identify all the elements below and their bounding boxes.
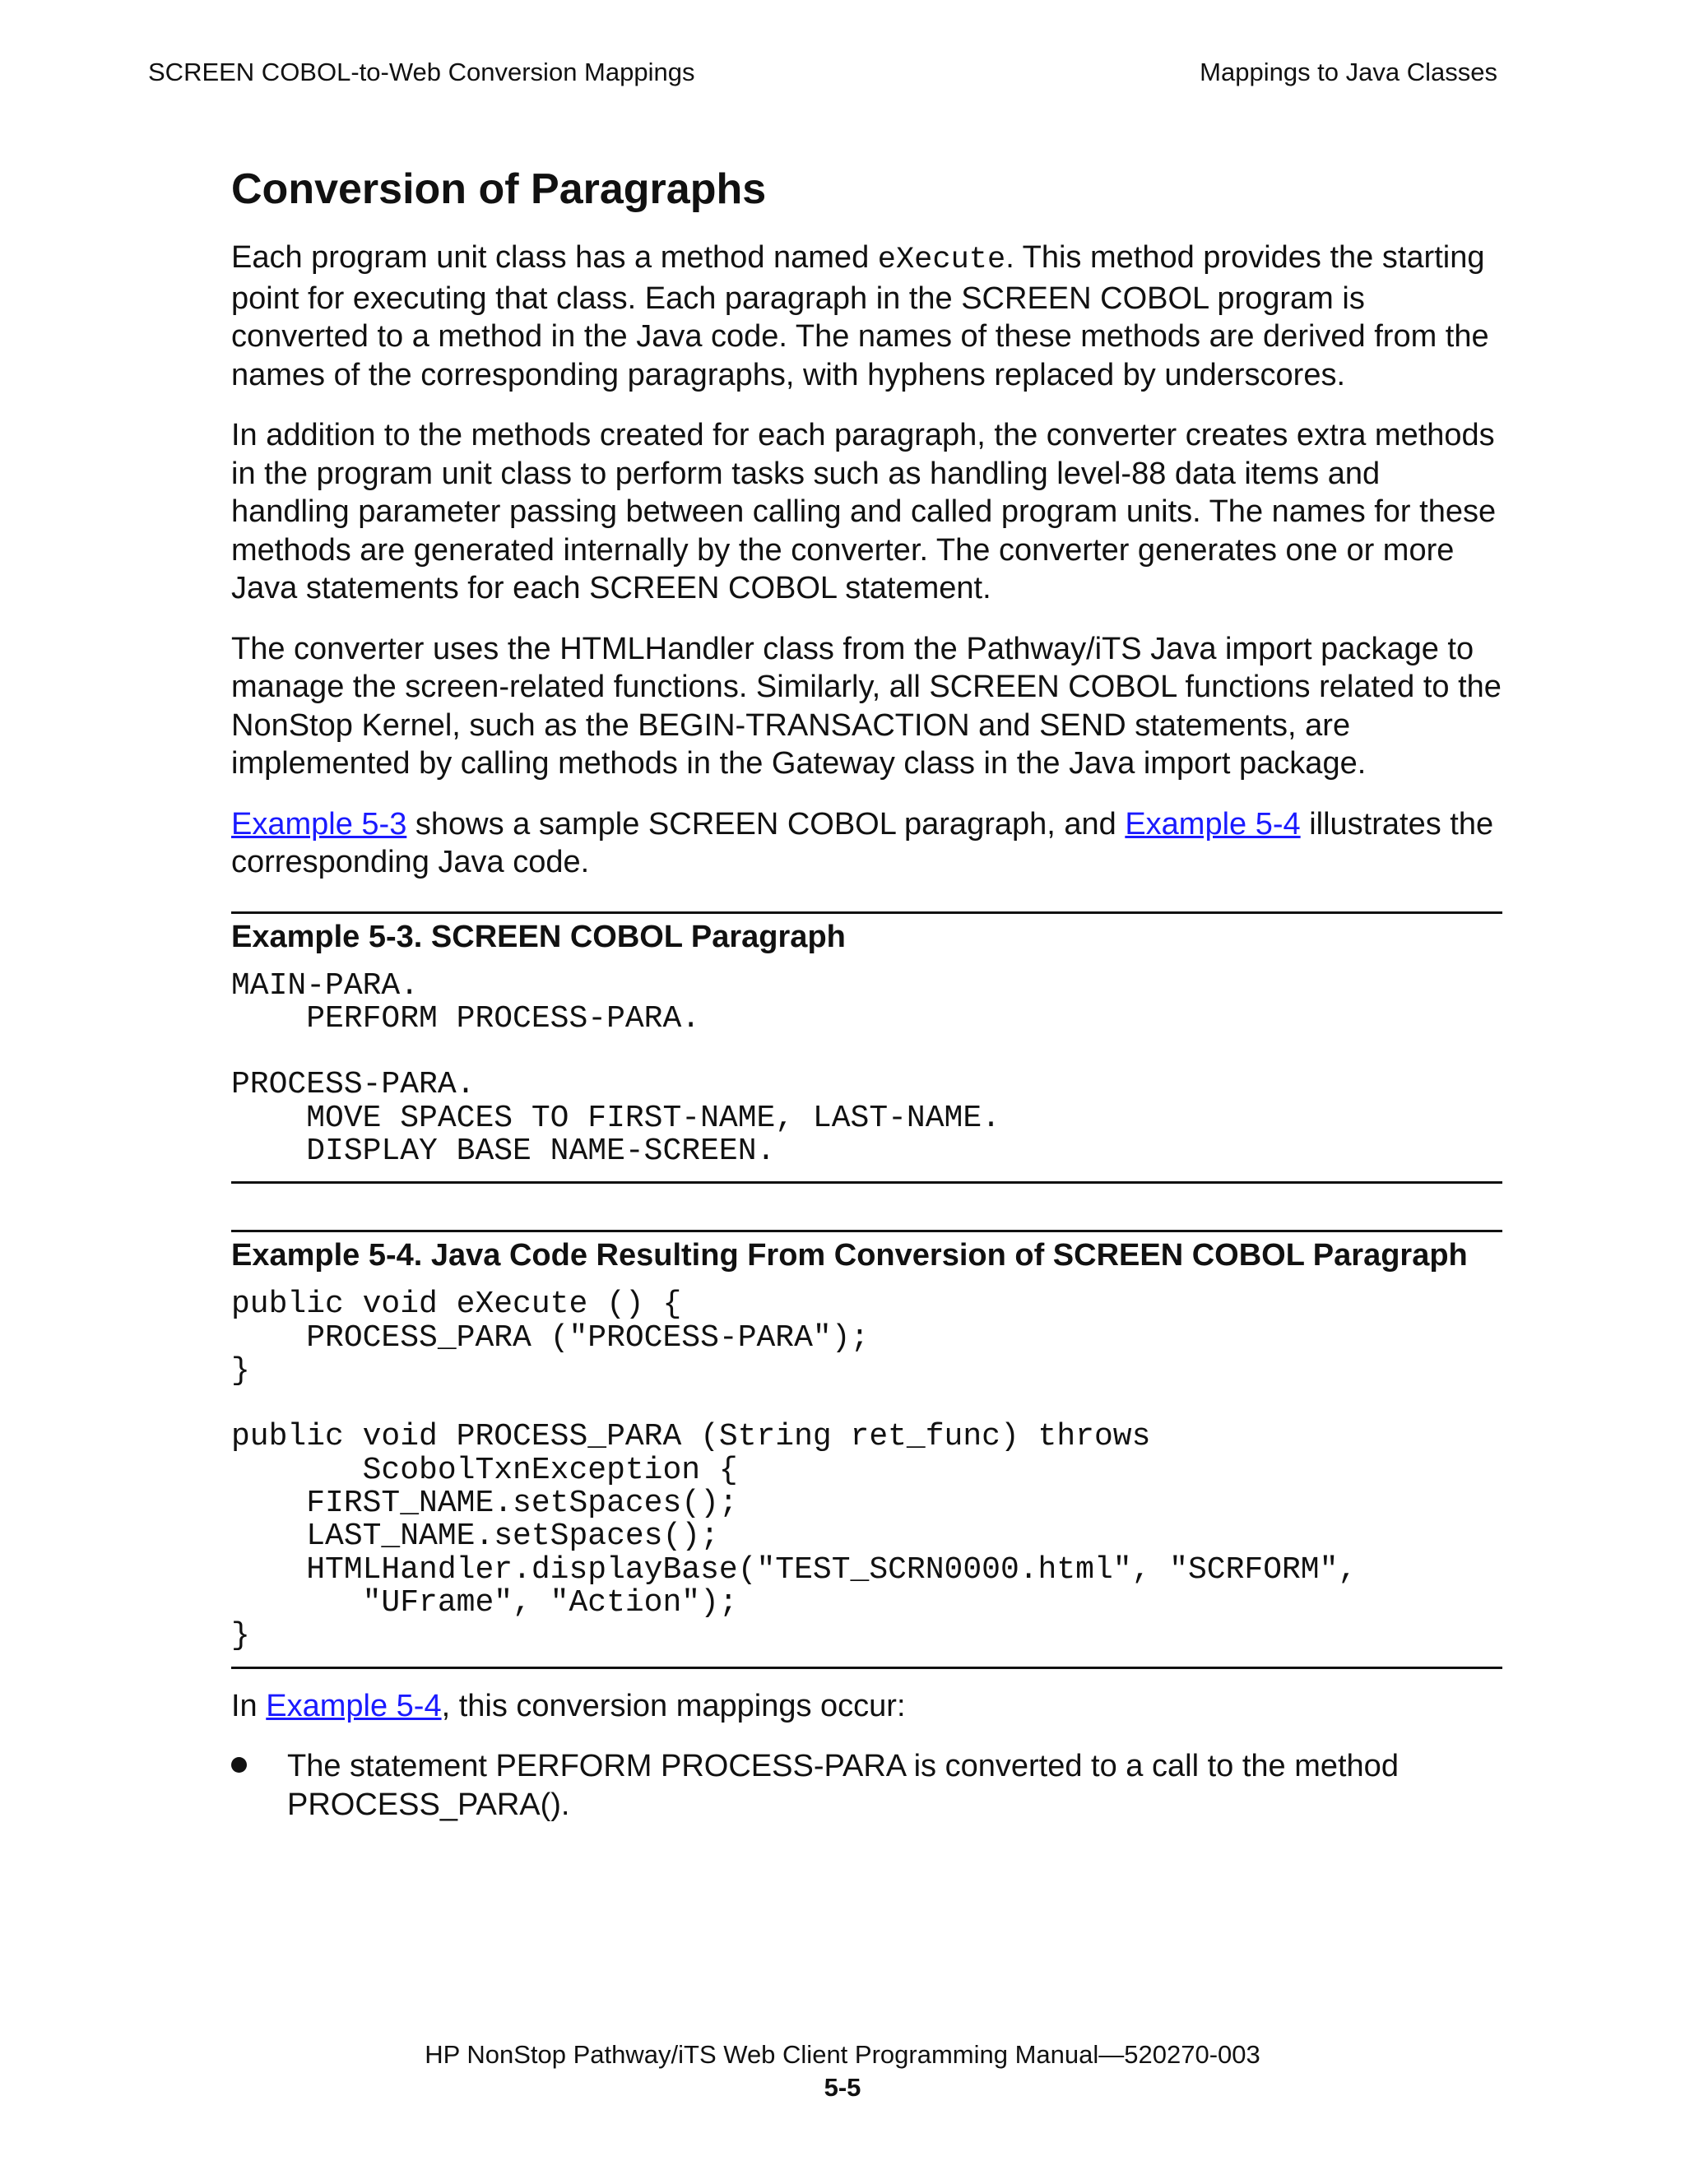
inline-code-execute: eXecute [877, 243, 1006, 277]
header-left-text: SCREEN COBOL-to-Web Conversion Mappings [148, 58, 695, 86]
example-5-4-box [231, 1230, 1502, 1668]
paragraph-text: In [231, 1688, 267, 1723]
example-5-4-title: Example 5-4. Java Code Resulting From Conversion of SCREEN COBOL Paragraph [231, 1238, 1468, 1273]
paragraph-example-refs [231, 805, 1502, 882]
bullet-text: The statement PERFORM PROCESS-PARA is converted to a call to the method PROCESS_PARA(). [287, 1749, 1399, 1822]
bullet-icon [231, 1747, 287, 1824]
paragraph-text: Each program unit class has a method named [231, 240, 878, 275]
example-5-3-title: Example 5-3. SCREEN COBOL Paragraph [231, 919, 846, 954]
link-example-5-4[interactable]: Example 5-4 [1125, 806, 1301, 842]
section-title: Conversion of Paragraphs [231, 165, 767, 213]
example-5-3-code: MAIN-PARA. PERFORM PROCESS-PARA. PROCESS-PARA. MOVE SPACES TO FIRST-NAME, LAST-NAME. DISPLAY BASE NAME-SCREEN. [231, 967, 1000, 1169]
paragraph-mappings-intro [231, 1687, 1502, 1726]
header-right-text: Mappings to Java Classes [1200, 58, 1497, 86]
example-5-3-box [231, 911, 1502, 1185]
link-example-5-3[interactable]: Example 5-3 [231, 806, 407, 842]
paragraph-htmlhandler: The converter uses the HTMLHandler class from the Pathway/iTS Java import package to manage the screen-related functions. Similarly, all SCREEN COBOL functions related to the NonStop Kernel, such as the BEGIN-TRANSACTION and SEND statements, are implemented by calling methods in the Gateway class in the Java import package. [231, 631, 1502, 781]
paragraph-text: , this conversion mappings occur: [441, 1688, 906, 1723]
page-content [231, 165, 1502, 1824]
page-number: 5-5 [824, 2073, 861, 2102]
paragraph-extra-methods: In addition to the methods created for each paragraph, the converter creates extra methods in the program unit class to perform tasks such as handling level-88 data items and handling parameter passing between calling and called program units. The names for these methods are generated internally by the converter. The converter generates one or more Java statements for each SCREEN COBOL statement. [231, 418, 1497, 605]
footer-manual-title: HP NonStop Pathway/iTS Web Client Programming Manual—520270-003 [425, 2040, 1260, 2069]
example-5-4-code: public void eXecute () { PROCESS_PARA ("PROCESS-PARA"); } public void PROCESS_PARA (String ret_func) throws ScobolTxnException { FIRST_NAME.setSpaces(); LAST_NAME.setSpaces(); HTMLHandler.displayBase("TEST_SCRN0000.html", "SCRFORM", "UFrame", "Action"); } [231, 1287, 1358, 1654]
paragraph-text: illustrates the corresponding Java code. [231, 806, 1494, 879]
paragraph-execute-method [231, 239, 1502, 394]
running-header [148, 58, 1497, 87]
page-footer [0, 2038, 1685, 2104]
list-item [231, 1747, 1502, 1824]
mapping-bullet-list [231, 1747, 1502, 1824]
paragraph-text: shows a sample SCREEN COBOL paragraph, and [406, 806, 1126, 842]
paragraph-text: . This method provides the starting point for executing that class. Each paragraph in the SCREEN COBOL program is converted to a method in the Java code. The names of these methods are derived from the names of the corresponding paragraphs, with hyphens replaced by underscores. [231, 240, 1489, 392]
link-example-5-4-inline[interactable]: Example 5-4 [266, 1688, 442, 1723]
